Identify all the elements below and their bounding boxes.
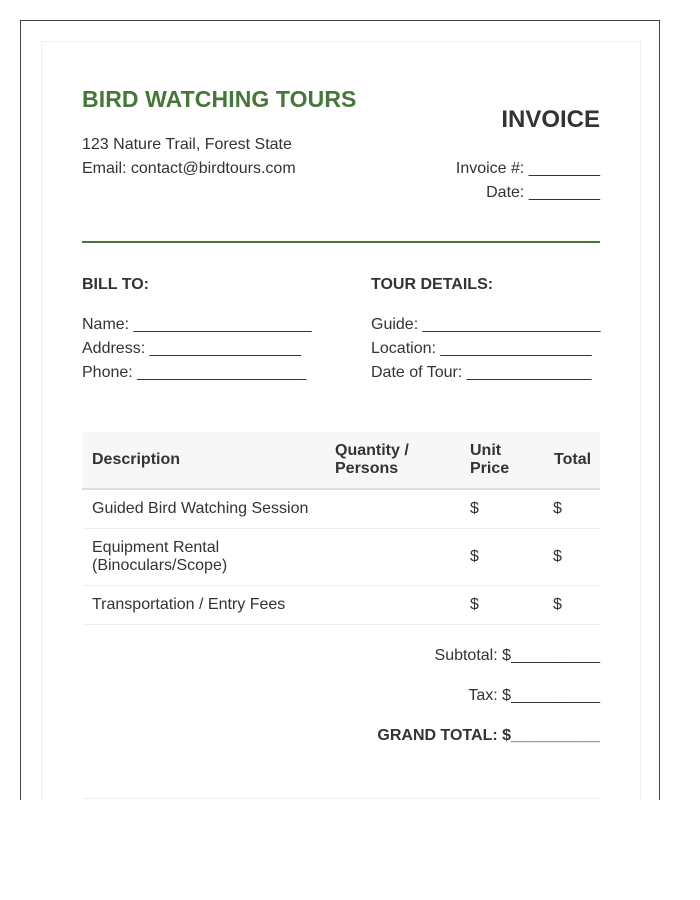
row-total: $ — [553, 596, 562, 613]
header-description: Description — [92, 451, 181, 468]
bill-name-field: Name: ____________________ — [82, 316, 312, 333]
header-unit-price — [470, 442, 509, 478]
row-description: Transportation / Entry Fees — [92, 596, 286, 613]
tax-line: Tax: $__________ — [468, 687, 600, 704]
tour-guide-field: Guide: ____________________ — [371, 316, 601, 333]
row-total: $ — [553, 548, 562, 565]
company-address: 123 Nature Trail, Forest State — [82, 136, 292, 153]
bill-to-title: BILL TO: — [82, 276, 149, 293]
row-description-line2: (Binoculars/Scope) — [92, 557, 228, 574]
grand-total-line: GRAND TOTAL: $__________ — [377, 727, 600, 744]
bill-address-field: Address: _________________ — [82, 340, 301, 357]
subtotal-line: Subtotal: $__________ — [434, 647, 600, 664]
row-description-line1: Equipment Rental — [92, 539, 220, 556]
invoice-number-field: Invoice #: ________ — [455, 160, 600, 177]
table-row — [82, 586, 600, 625]
company-email: Email: contact@birdtours.com — [82, 160, 296, 177]
header-total: Total — [554, 451, 592, 468]
header-quantity-line1: Quantity / — [335, 442, 409, 459]
bill-phone-field: Phone: ___________________ — [82, 364, 307, 381]
footer-divider — [82, 798, 600, 799]
row-description: Guided Bird Watching Session — [92, 500, 309, 517]
tour-details-title: TOUR DETAILS: — [371, 276, 494, 293]
table-row — [82, 490, 600, 529]
row-description — [92, 539, 227, 575]
company-name: BIRD WATCHING TOURS — [82, 86, 357, 112]
table-row — [82, 529, 600, 586]
line-items-table — [82, 432, 600, 625]
header-unit-line2: Price — [470, 460, 510, 477]
row-total: $ — [553, 500, 562, 517]
invoice-date-field: Date: ________ — [486, 184, 600, 201]
header-unit-line1: Unit — [470, 442, 502, 459]
row-unit-price: $ — [470, 548, 479, 565]
header-divider — [82, 241, 600, 243]
row-unit-price: $ — [470, 500, 479, 517]
invoice-title: INVOICE — [501, 106, 600, 133]
tour-date-field: Date of Tour: ______________ — [371, 364, 592, 381]
header-quantity — [335, 442, 409, 478]
row-unit-price: $ — [470, 596, 479, 613]
tour-location-field: Location: _________________ — [371, 340, 592, 357]
header-quantity-line2: Persons — [335, 460, 399, 477]
table-header — [82, 432, 600, 490]
